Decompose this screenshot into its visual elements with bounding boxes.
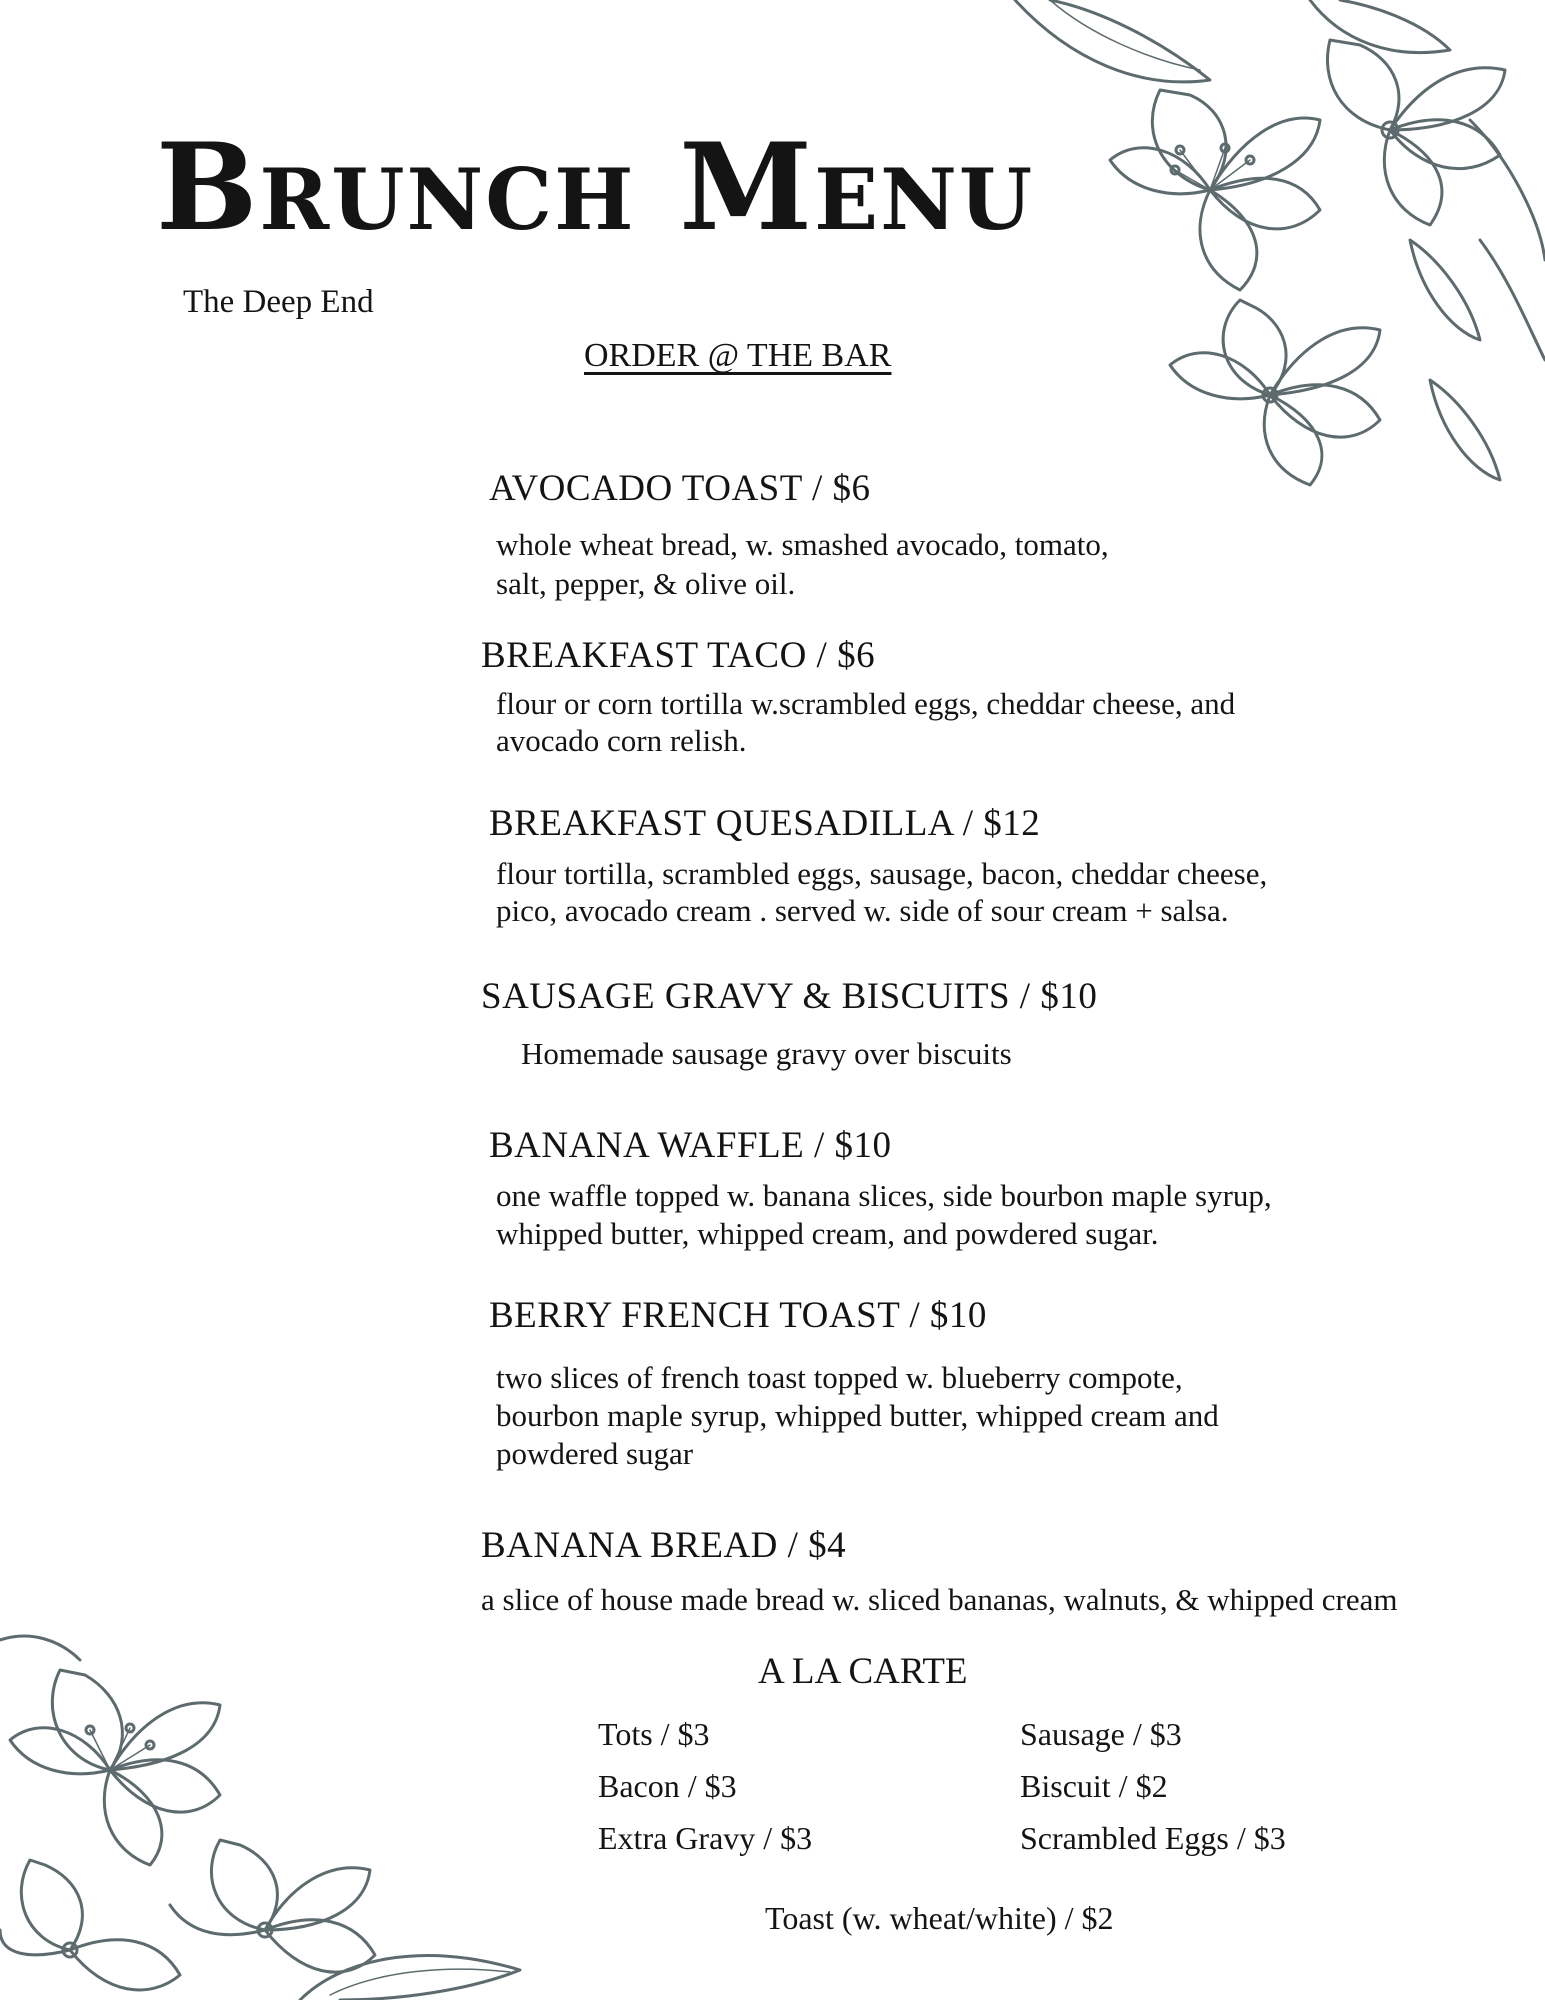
menu-title: Brunch Menu [156, 117, 1035, 258]
item-description: powdered sugar [496, 1436, 694, 1471]
a-la-carte-item: Scrambled Eggs / $3 [1020, 1820, 1286, 1856]
item-title: SAUSAGE GRAVY & BISCUITS / $10 [481, 976, 1098, 1017]
item-title: BANANA WAFFLE / $10 [489, 1125, 892, 1166]
item-description: flour tortilla, scrambled eggs, sausage, bacon, cheddar cheese, [496, 856, 1268, 891]
item-title: BREAKFAST QUESADILLA / $12 [489, 803, 1041, 844]
order-note: ORDER @ THE BAR [584, 337, 892, 374]
restaurant-name: The Deep End [183, 284, 374, 320]
a-la-carte-toast: Toast (w. wheat/white) / $2 [765, 1900, 1114, 1936]
a-la-carte-item: Biscuit / $2 [1020, 1768, 1168, 1804]
floral-illustration-bottom-left [0, 1610, 560, 2000]
item-description: one waffle topped w. banana slices, side bourbon maple syrup, [496, 1178, 1272, 1213]
item-description: flour or corn tortilla w.scrambled eggs, cheddar cheese, and [496, 686, 1236, 721]
item-description: whole wheat bread, w. smashed avocado, tomato, [496, 527, 1109, 562]
a-la-carte-item: Sausage / $3 [1020, 1716, 1182, 1752]
a-la-carte-heading: A LA CARTE [758, 1651, 968, 1692]
item-description: a slice of house made bread w. sliced bananas, walnuts, & whipped cream [481, 1582, 1398, 1617]
item-description: whipped butter, whipped cream, and powdered sugar. [496, 1216, 1159, 1251]
a-la-carte-item: Tots / $3 [598, 1716, 710, 1752]
item-description: avocado corn relish. [496, 723, 747, 758]
item-description: salt, pepper, & olive oil. [496, 566, 796, 601]
floral-illustration-top-right [1010, 0, 1545, 500]
item-description: bourbon maple syrup, whipped butter, whipped cream and [496, 1398, 1219, 1433]
item-title: BREAKFAST TACO / $6 [481, 635, 876, 676]
a-la-carte-item: Bacon / $3 [598, 1768, 737, 1804]
item-description: two slices of french toast topped w. blueberry compote, [496, 1360, 1183, 1395]
a-la-carte-item: Extra Gravy / $3 [598, 1820, 813, 1856]
item-description: Homemade sausage gravy over biscuits [521, 1036, 1012, 1071]
item-description: pico, avocado cream . served w. side of sour cream + salsa. [496, 893, 1229, 928]
item-title: BERRY FRENCH TOAST / $10 [489, 1295, 987, 1336]
item-title: BANANA BREAD / $4 [481, 1525, 847, 1566]
item-title: AVOCADO TOAST / $6 [489, 468, 871, 509]
